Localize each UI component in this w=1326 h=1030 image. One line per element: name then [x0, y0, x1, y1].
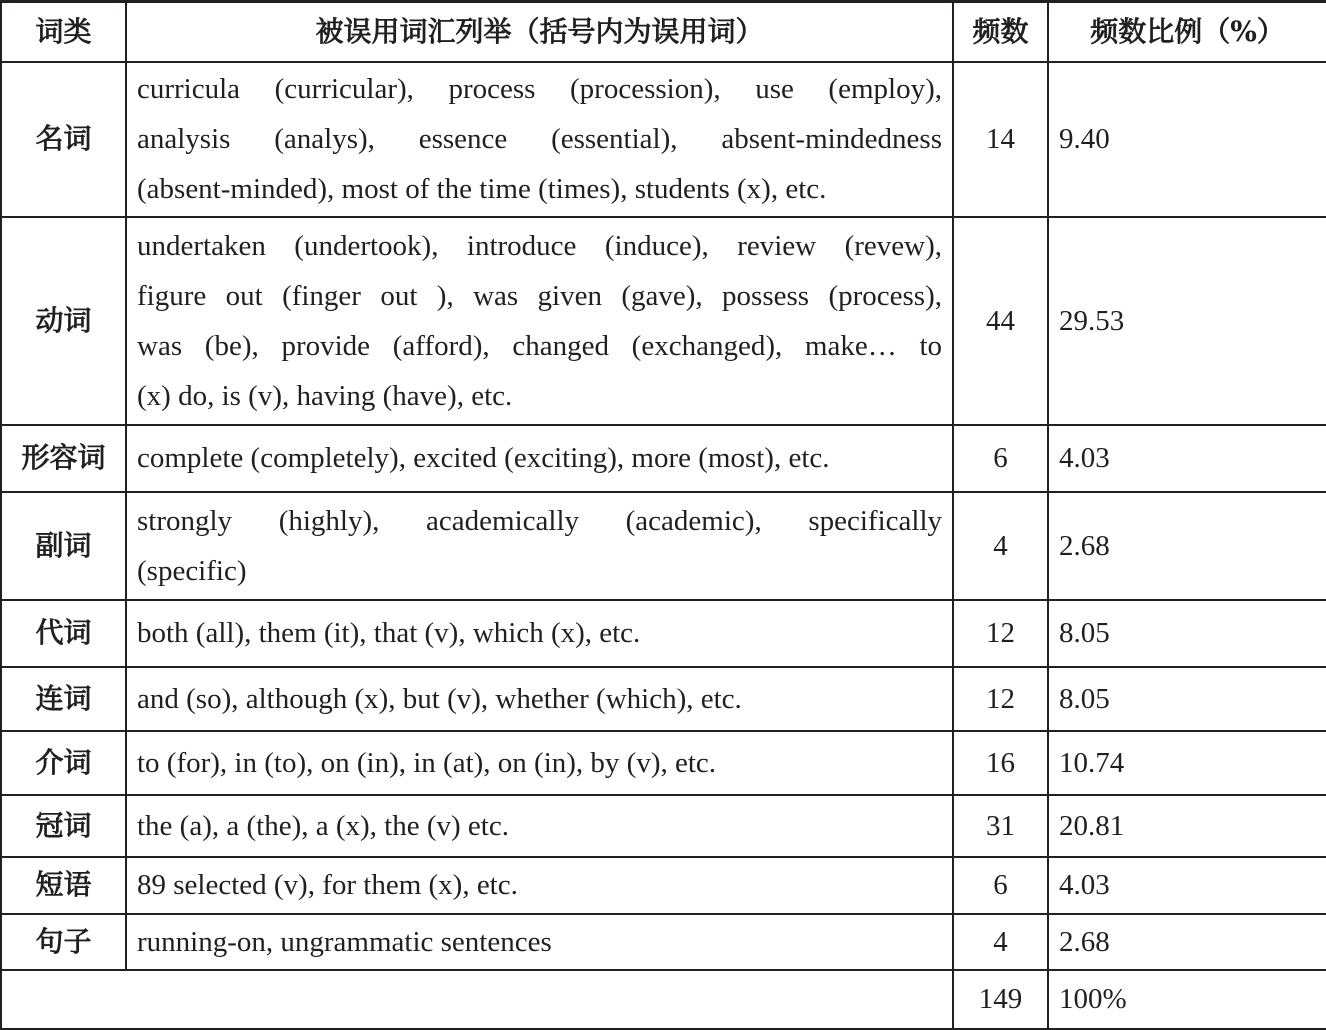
- category-cell: 短语: [1, 857, 126, 914]
- examples-cell: [126, 62, 953, 217]
- total-percentage: 100%: [1048, 970, 1326, 1029]
- example-line: strongly (highly), academically (academic), specifically: [137, 504, 942, 537]
- example-line: curricula (curricular), process (procession), use (employ),: [137, 73, 942, 105]
- examples-cell: [126, 914, 953, 970]
- table-row: [1, 857, 1326, 914]
- example-line: analysis (analys), essence (essential), absent-mindedness: [137, 123, 942, 155]
- percentage-cell: 8.05: [1048, 667, 1326, 731]
- frequency-cell: 31: [953, 795, 1048, 857]
- examples-cell: [126, 731, 953, 795]
- frequency-cell: 4: [953, 492, 1048, 600]
- category-cell: 动词: [1, 217, 126, 425]
- category-cell: 介词: [1, 731, 126, 795]
- table-row: [1, 667, 1326, 731]
- percentage-cell: 4.03: [1048, 857, 1326, 914]
- table-row: [1, 731, 1326, 795]
- percentage-cell: 4.03: [1048, 425, 1326, 492]
- examples-cell: [126, 600, 953, 667]
- percentage-cell: 20.81: [1048, 795, 1326, 857]
- table-row: [1, 492, 1326, 600]
- example-line: 89 selected (v), for them (x), etc.: [137, 869, 518, 901]
- table-row: [1, 914, 1326, 970]
- example-line: (absent-minded), most of the time (times), students (x), etc.: [137, 173, 827, 205]
- frequency-cell: 6: [953, 425, 1048, 492]
- example-line: running-on, ungrammatic sentences: [137, 925, 552, 958]
- frequency-cell: 44: [953, 217, 1048, 425]
- example-line: was (be), provide (afford), changed (exchanged), make… to: [137, 329, 942, 362]
- examples-cell: [126, 492, 953, 600]
- percentage-cell: 8.05: [1048, 600, 1326, 667]
- example-line: complete (completely), excited (exciting), more (most), etc.: [137, 442, 830, 474]
- example-line: undertaken (undertook), introduce (induce), review (revew),: [137, 229, 942, 262]
- frequency-cell: 4: [953, 914, 1048, 970]
- percentage-cell: 29.53: [1048, 217, 1326, 425]
- category-cell: 冠词: [1, 795, 126, 857]
- table-row: [1, 425, 1326, 492]
- category-cell: 名词: [1, 62, 126, 217]
- total-blank: [1, 970, 953, 1029]
- examples-cell: [126, 217, 953, 425]
- example-line: figure out (finger out ), was given (gave), possess (process),: [137, 279, 942, 312]
- frequency-cell: 6: [953, 857, 1048, 914]
- example-line: both (all), them (it), that (v), which (x), etc.: [137, 617, 641, 649]
- percentage-cell: 10.74: [1048, 731, 1326, 795]
- example-line: the (a), a (the), a (x), the (v) etc.: [137, 809, 509, 842]
- category-cell: 代词: [1, 600, 126, 667]
- example-line: (specific): [137, 554, 247, 587]
- table-row: [1, 600, 1326, 667]
- category-cell: 形容词: [1, 425, 126, 492]
- frequency-cell: 14: [953, 62, 1048, 217]
- percentage-cell: 2.68: [1048, 914, 1326, 970]
- header-percentage: 频数比例（%）: [1048, 2, 1326, 62]
- header-row: [1, 2, 1326, 62]
- example-line: (x) do, is (v), having (have), etc.: [137, 379, 513, 412]
- category-cell: 连词: [1, 667, 126, 731]
- example-line: and (so), although (x), but (v), whether (which), etc.: [137, 682, 742, 715]
- examples-cell: [126, 425, 953, 492]
- table-row: [1, 217, 1326, 425]
- percentage-cell: 2.68: [1048, 492, 1326, 600]
- header-frequency: 频数: [953, 2, 1048, 62]
- examples-cell: [126, 667, 953, 731]
- frequency-cell: 16: [953, 731, 1048, 795]
- percentage-cell: 9.40: [1048, 62, 1326, 217]
- examples-cell: [126, 795, 953, 857]
- frequency-cell: 12: [953, 600, 1048, 667]
- category-cell: 副词: [1, 492, 126, 600]
- frequency-cell: 12: [953, 667, 1048, 731]
- total-row: [1, 970, 1326, 1029]
- examples-cell: [126, 857, 953, 914]
- header-category: 词类: [1, 2, 126, 62]
- header-examples: 被误用词汇列举（括号内为误用词）: [126, 2, 953, 62]
- total-frequency: 149: [953, 970, 1048, 1029]
- table-row: [1, 795, 1326, 857]
- table-row: [1, 62, 1326, 217]
- example-line: to (for), in (to), on (in), in (at), on (in), by (v), etc.: [137, 746, 717, 779]
- category-cell: 句子: [1, 914, 126, 970]
